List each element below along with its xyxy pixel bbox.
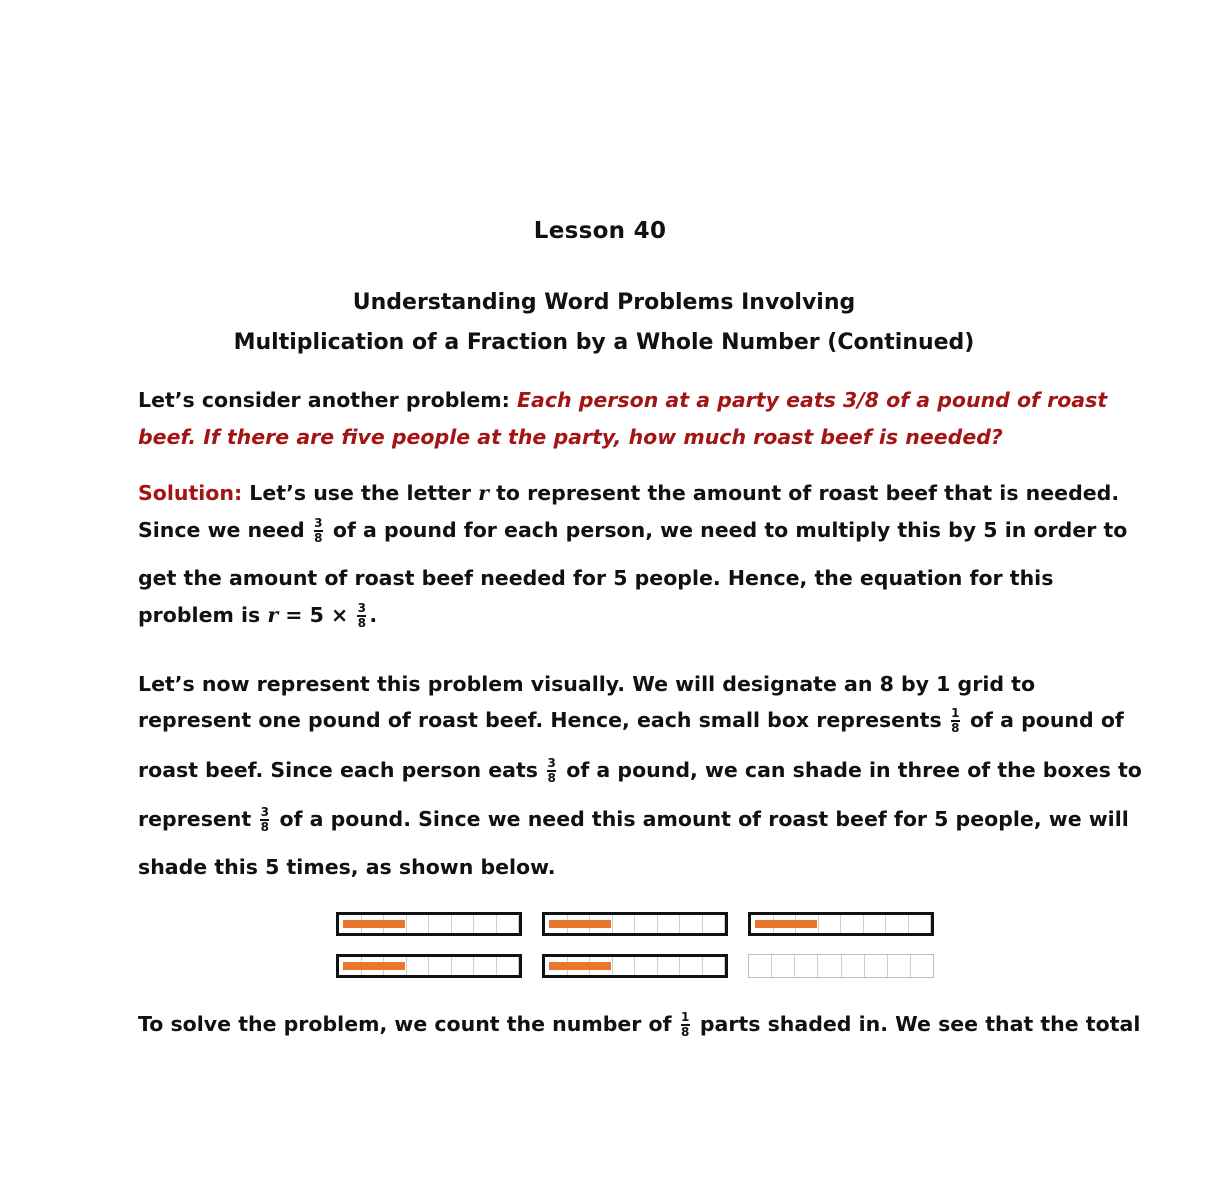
shaded-region: [549, 920, 611, 928]
solution-line-3: get the amount of roast beef needed for 5 people. Hence, the equation for this: [138, 566, 1054, 590]
grid-shaded: [748, 912, 934, 936]
grid-shaded: [336, 954, 522, 978]
grid-cell: [680, 915, 703, 933]
grid-cell: [658, 957, 681, 975]
subtitle-line-2: Multiplication of a Fraction by a Whole Number (Continued): [233, 330, 975, 355]
grid-cell: [842, 955, 865, 977]
lesson-title: Lesson 40: [533, 218, 667, 244]
cutoff-text: parts shaded in. We see that the total: [692, 1012, 1141, 1036]
grid-shaded: [336, 912, 522, 936]
fraction-numerator: 1: [951, 706, 960, 720]
visual-line-3: [138, 756, 1142, 785]
solution-line-1: [138, 481, 1120, 505]
grid-cell: [795, 955, 818, 977]
grid-cell: [841, 915, 864, 933]
fraction-denominator: 8: [951, 721, 960, 735]
visual-text: of a pound. Since we need this amount of roast beef for 5 people, we will: [272, 807, 1129, 831]
grid-cell: [911, 955, 933, 977]
visual-text: represent: [138, 807, 259, 831]
fraction-three-eighths: [314, 518, 323, 544]
grid-cell: [864, 915, 887, 933]
fraction-denominator: 8: [260, 820, 270, 834]
grid-cell: [888, 955, 911, 977]
grid-shaded: [542, 912, 728, 936]
solution-line-4: [138, 603, 1078, 629]
equation-end: .: [369, 603, 378, 627]
visual-text: roast beef. Since each person eats: [138, 758, 546, 782]
visual-text: of a pound of: [962, 708, 1124, 732]
shaded-region: [343, 962, 405, 970]
visual-line-4: [138, 805, 1129, 834]
fraction-denominator: 8: [314, 531, 323, 545]
fraction-numerator: 3: [547, 756, 556, 770]
grid-cell: [474, 915, 497, 933]
grid-empty: [748, 954, 934, 978]
grid-cell: [909, 915, 932, 933]
problem-lead: Let’s consider another problem:: [138, 388, 517, 412]
grid-cell: [452, 915, 475, 933]
grid-shaded: [542, 954, 728, 978]
subtitle-line-1: Understanding Word Problems Involving: [352, 290, 856, 315]
fraction-numerator: 1: [681, 1010, 690, 1024]
grid-cell: [497, 915, 520, 933]
fraction-numerator: 3: [357, 601, 366, 615]
problem-text-1: Each person at a party eats 3/8 of a pound of roast: [517, 388, 1108, 412]
fraction-three-eighths: [547, 758, 556, 784]
solution-text: Let’s use the letter: [242, 481, 479, 505]
shaded-region: [549, 962, 611, 970]
grid-cell: [497, 957, 520, 975]
grid-cell: [703, 915, 726, 933]
problem-line-2: beef. If there are five people at the party, how much roast beef is needed?: [138, 425, 1003, 449]
visual-line-5: shade this 5 times, as shown below.: [138, 855, 556, 879]
grid-cell: [635, 915, 658, 933]
grid-cell: [474, 957, 497, 975]
variable-r: r: [478, 481, 489, 505]
grid-cell: [452, 957, 475, 975]
grid-cell: [658, 915, 681, 933]
visual-line-1: Let’s now represent this problem visually. We will designate an 8 by 1 grid to: [138, 672, 1036, 696]
solution-text: problem is: [138, 603, 268, 627]
grid-cell: [613, 957, 636, 975]
solution-text: of a pound for each person, we need to multiply this by 5 in order to: [325, 518, 1128, 542]
grid-cell: [407, 915, 430, 933]
fraction-three-eighths: [357, 603, 366, 629]
grid-cell: [613, 915, 636, 933]
variable-r: r: [267, 603, 279, 627]
visual-text: represent one pound of roast beef. Hence, each small box represents: [138, 708, 949, 732]
fraction-denominator: 8: [357, 616, 366, 630]
fraction-denominator: 8: [547, 771, 556, 785]
grid-cell: [703, 957, 726, 975]
grid-cell: [429, 957, 452, 975]
visual-line-2: [138, 706, 1124, 735]
grid-cell: [635, 957, 658, 975]
grid-cell: [818, 955, 841, 977]
shaded-region: [755, 920, 817, 928]
grid-cell: [749, 955, 772, 977]
grid-cell: [886, 915, 909, 933]
fraction-three-eighths: [260, 807, 269, 833]
grid-cell: [407, 957, 430, 975]
fraction-numerator: 3: [314, 516, 323, 530]
shaded-region: [343, 920, 405, 928]
solution-text: to represent the amount of roast beef that is needed.: [488, 481, 1120, 505]
problem-line-1: [138, 388, 1108, 412]
fraction-one-eighth: [681, 1012, 690, 1038]
grid-cell: [865, 955, 888, 977]
grid-cell: [680, 957, 703, 975]
cutoff-text: To solve the problem, we count the number of: [138, 1012, 679, 1036]
solution-text: Since we need: [138, 518, 312, 542]
grid-cell: [429, 915, 452, 933]
fraction-numerator: 3: [260, 805, 270, 819]
solution-line-2: [138, 516, 1128, 545]
cutoff-line: [138, 1010, 1141, 1039]
fraction-one-eighth: [951, 708, 960, 734]
grid-cell: [772, 955, 795, 977]
visual-text: of a pound, we can shade in three of the boxes to: [559, 758, 1142, 782]
fraction-denominator: 8: [681, 1025, 690, 1039]
equation-text: = 5 ×: [278, 603, 356, 627]
solution-label: Solution:: [138, 481, 243, 505]
grid-cell: [819, 915, 842, 933]
